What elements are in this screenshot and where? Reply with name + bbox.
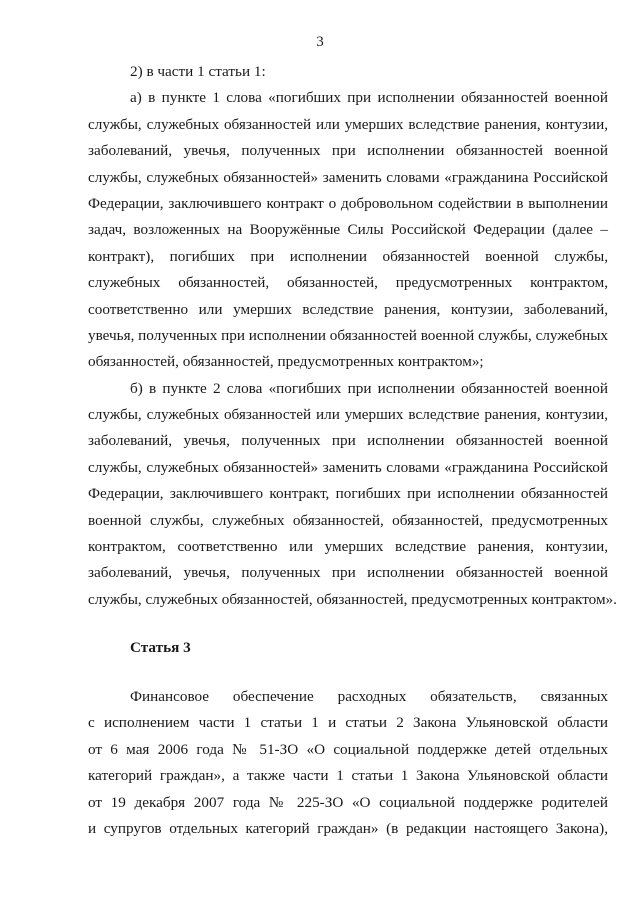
- item-b-line: Федерации, заключившего контракт, погибших при исполнении обязанностей: [88, 485, 608, 503]
- item-a-line: а) в пункте 1 слова «погибших при исполнении обязанностей военной: [130, 89, 608, 107]
- article-3-line: от 6 мая 2006 года № 51-ЗО «О социальной поддержке детей отдельных: [88, 740, 608, 758]
- article-3-block: [88, 684, 608, 842]
- part-2-intro: 2) в части 1 статьи 1:: [130, 63, 266, 80]
- item-a-line: задач, возложенных на Вооружённые Силы Российской Федерации (далее –: [88, 221, 608, 239]
- item-a-line: службы, служебных обязанностей» заменить словами «гражданина Российской: [88, 168, 608, 186]
- article-3-line: категорий граждан», а также части 1 статьи 1 Закона Ульяновской области: [88, 767, 608, 785]
- article-3-line: от 19 декабря 2007 года № 225-ЗО «О социальной поддержке родителей: [88, 793, 608, 811]
- item-a-line: увечья, полученных при исполнении обязанностей военной службы, служебных: [88, 326, 608, 344]
- page-number: 3: [316, 34, 324, 50]
- item-b-line: службы, служебных обязанностей или умерших вследствие ранения, контузии,: [88, 406, 608, 424]
- item-b-line: службы, служебных обязанностей, обязанностей, предусмотренных контрактом».: [88, 590, 617, 608]
- item-b-line: военной службы, служебных обязанностей, обязанностей, предусмотренных: [88, 511, 608, 529]
- item-a-line: соответственно или умерших вследствие ранения, контузии, заболеваний,: [88, 300, 608, 318]
- item-b-line: заболеваний, увечья, полученных при исполнении обязанностей военной: [88, 564, 608, 582]
- article-3-line: с исполнением части 1 статьи 1 и статьи 2 Закона Ульяновской области: [88, 714, 608, 732]
- item-b-line: контрактом, соответственно или умерших вследствие ранения, контузии,: [88, 538, 608, 556]
- article-3-line: Финансовое обеспечение расходных обязательств, связанных: [130, 688, 608, 705]
- item-a-line: обязанностей, обязанностей, предусмотренных контрактом»;: [88, 353, 484, 371]
- item-a-line: заболеваний, увечья, полученных при исполнении обязанностей военной: [88, 142, 608, 160]
- item-b-line: б) в пункте 2 слова «погибших при исполнении обязанностей военной: [130, 379, 608, 397]
- item-b-line: заболеваний, увечья, полученных при исполнении обязанностей военной: [88, 432, 608, 450]
- item-b-line: службы, служебных обязанностей» заменить словами «гражданина Российской: [88, 458, 608, 476]
- part-2-block: [88, 59, 617, 613]
- item-a-line: служебных обязанностей, обязанностей, предусмотренных контрактом,: [88, 274, 608, 292]
- item-a-line: контракт), погибших при исполнении обязанностей военной службы,: [88, 247, 608, 265]
- item-a-line: службы, служебных обязанностей или умерших вследствие ранения, контузии,: [88, 115, 608, 133]
- item-a-line: Федерации, заключившего контракт о добровольном содействии в выполнении: [88, 194, 608, 212]
- article-3-heading: Статья 3: [130, 639, 191, 656]
- article-3-line: и супругов отдельных категорий граждан» (в редакции настоящего Закона),: [88, 819, 608, 837]
